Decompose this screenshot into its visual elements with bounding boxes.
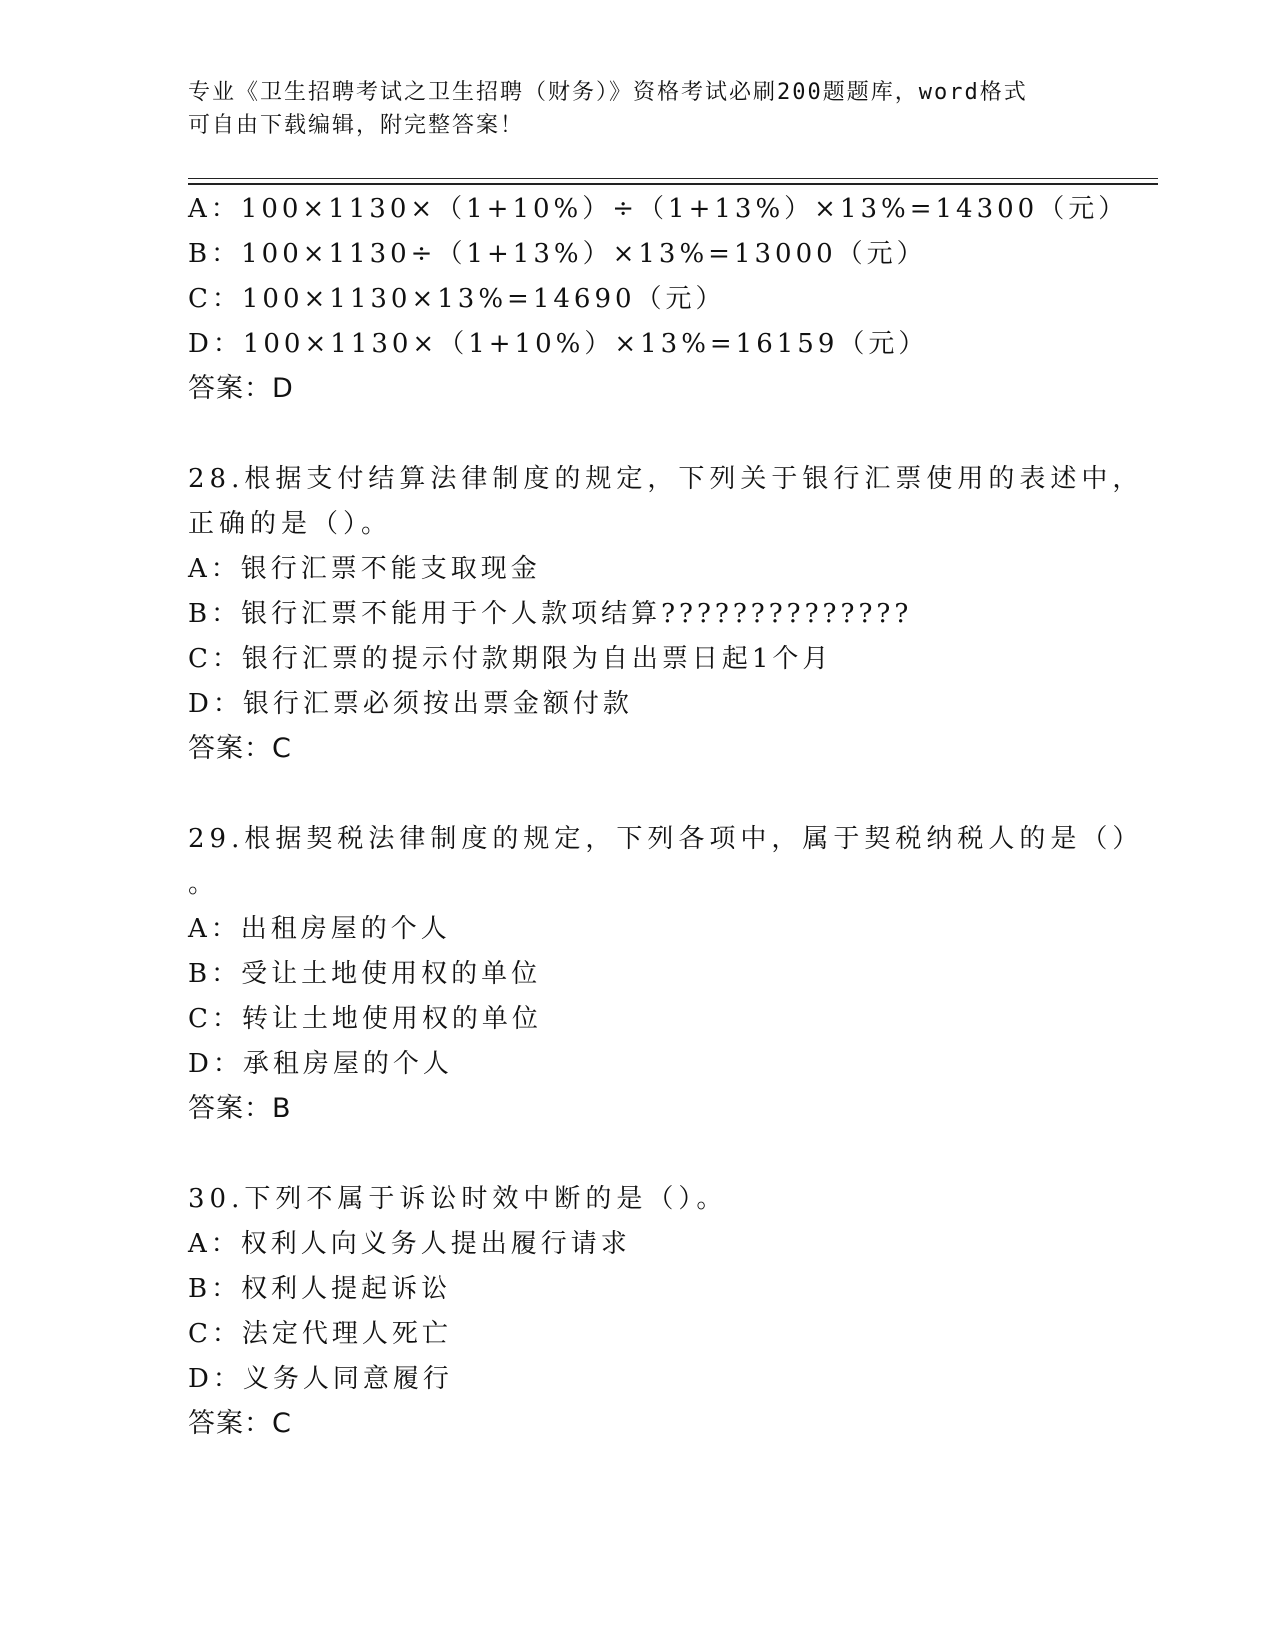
q29-answer: 答案：B [188, 1093, 292, 1124]
q28-option-a: A：银行汇票不能支取现金 [188, 554, 541, 584]
q30-option-b: B：权利人提起诉讼 [188, 1274, 452, 1304]
q27-option-d: D：100×1130×（1+10%）×13%=16159（元） [188, 329, 929, 359]
q28-answer: 答案：C [188, 733, 292, 764]
q29-question-line-1: 29.根据契税法律制度的规定，下列各项中，属于契税纳税人的是（） [188, 824, 1144, 854]
header-line-2: 可自由下载编辑，附完整答案！ [188, 113, 525, 138]
q30-option-d: D：义务人同意履行 [188, 1364, 453, 1394]
q29-option-a: A：出租房屋的个人 [188, 914, 451, 944]
q30-option-a: A：权利人向义务人提出履行请求 [188, 1229, 631, 1259]
q29-option-c: C：转让土地使用权的单位 [188, 1004, 542, 1034]
header-divider-thick [188, 183, 1158, 185]
q28-option-d: D：银行汇票必须按出票金额付款 [188, 689, 633, 719]
q29-option-b: B：受让土地使用权的单位 [188, 959, 542, 989]
q29-option-d: D：承租房屋的个人 [188, 1049, 453, 1079]
header-line-1: 专业《卫生招聘考试之卫生招聘（财务）》资格考试必刷200题题库，word格式 [188, 80, 1028, 105]
q30-option-c: C：法定代理人死亡 [188, 1319, 452, 1349]
q29-question-line-2: 。 [188, 869, 220, 899]
q27-option-a: A：100×1130×（1+10%）÷（1+13%）×13%=14300（元） [188, 194, 1129, 224]
q28-option-c: C：银行汇票的提示付款期限为自出票日起1个月 [188, 644, 833, 674]
document-header [188, 76, 1088, 142]
q30-question-line-1: 30.下列不属于诉讼时效中断的是（）。 [188, 1184, 728, 1214]
q28-question-line-1: 28.根据支付结算法律制度的规定，下列关于银行汇票使用的表述中， [188, 464, 1144, 494]
q28-question-line-2: 正确的是（）。 [188, 509, 393, 539]
q27-option-b: B：100×1130÷（1+13%）×13%=13000（元） [188, 239, 927, 269]
q30-answer: 答案：C [188, 1408, 292, 1439]
q27-answer: 答案：D [188, 373, 294, 404]
q27-option-c: C：100×1130×13%=14690（元） [188, 284, 726, 314]
header-divider-thin [188, 178, 1158, 179]
q28-option-b: B：银行汇票不能用于个人款项结算?????????????? [188, 599, 913, 629]
